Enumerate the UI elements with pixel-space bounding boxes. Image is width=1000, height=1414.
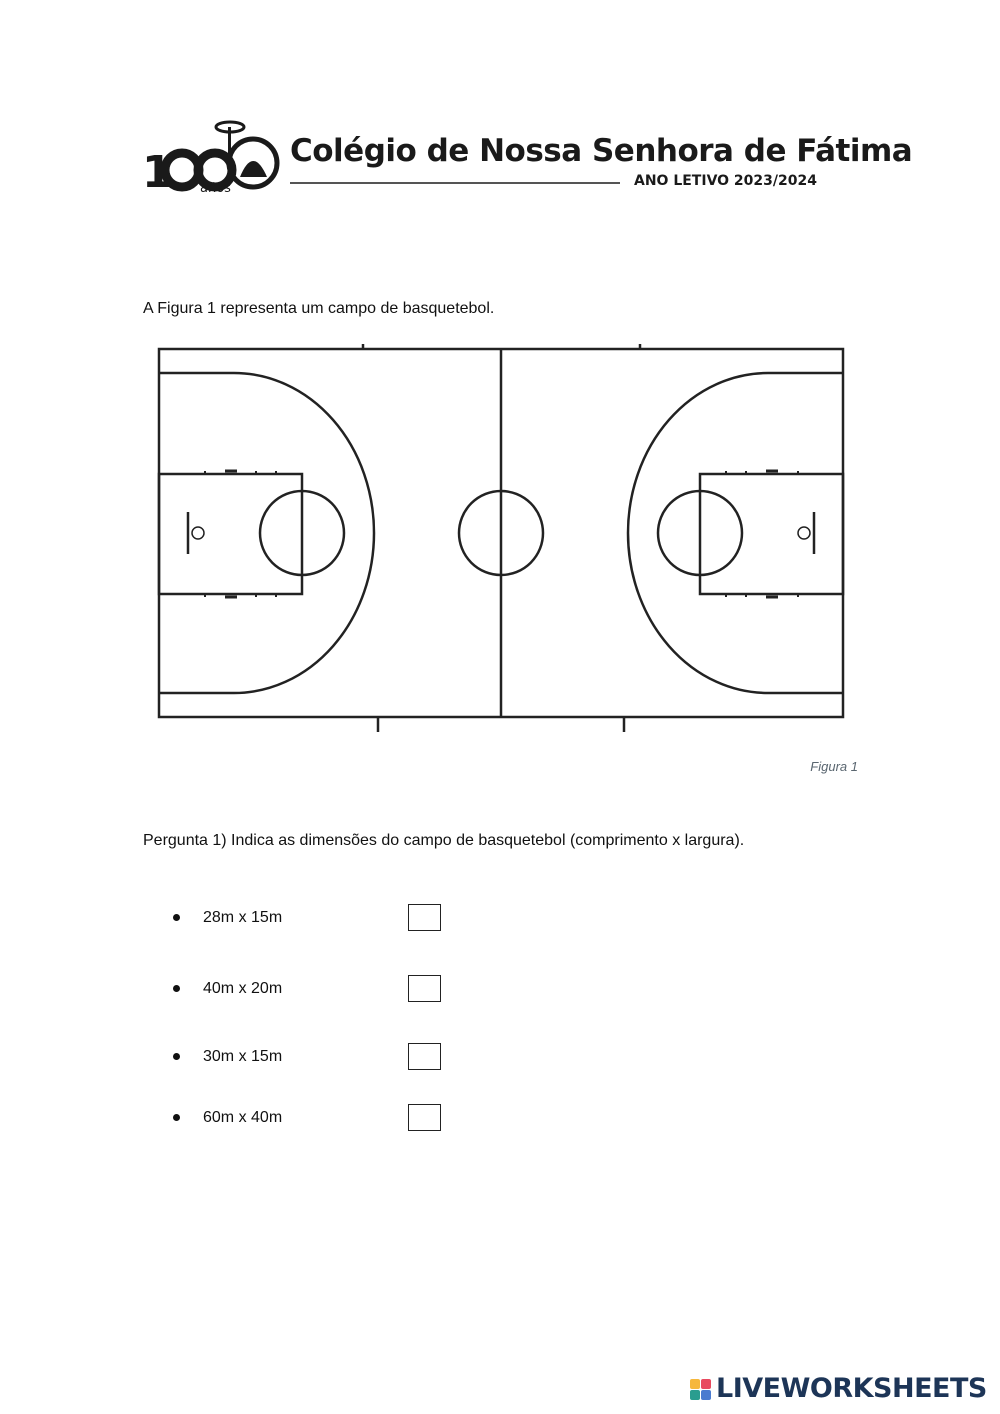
option-label: 28m x 15m xyxy=(203,909,283,926)
left-hoop xyxy=(192,527,204,539)
answer-checkbox[interactable] xyxy=(408,1043,441,1070)
svg-text:1: 1 xyxy=(142,147,173,198)
logo-block xyxy=(690,1379,700,1389)
answer-option xyxy=(170,1102,470,1136)
logo-block xyxy=(701,1379,711,1389)
answer-option xyxy=(170,973,470,1007)
liveworksheets-wordmark: LIVEWORKSHEETS xyxy=(716,1373,987,1404)
header-divider xyxy=(290,182,620,184)
figure-caption: Figura 1 xyxy=(810,759,858,774)
school-logo xyxy=(140,115,280,200)
basketball-court-figure xyxy=(150,340,850,740)
school-name: Colégio de Nossa Senhora de Fátima xyxy=(290,133,913,169)
logo-block xyxy=(690,1390,700,1400)
right-key xyxy=(700,474,843,594)
answer-checkbox[interactable] xyxy=(408,1104,441,1131)
answer-option xyxy=(170,902,470,936)
question-text: Pergunta 1) Indica as dimensões do campo de basquetebol (comprimento x largura). xyxy=(143,832,745,849)
school-year: ANO LETIVO 2023/2024 xyxy=(634,173,817,189)
answer-option xyxy=(170,1041,470,1075)
answer-checkbox[interactable] xyxy=(408,975,441,1002)
liveworksheets-logo-icon xyxy=(690,1379,712,1401)
option-label: 60m x 40m xyxy=(203,1109,283,1126)
bullet-icon xyxy=(173,914,180,921)
left-key xyxy=(159,474,302,594)
option-label: 40m x 20m xyxy=(203,980,283,997)
option-label: 30m x 15m xyxy=(203,1048,283,1065)
liveworksheets-brand[interactable] xyxy=(690,1373,990,1407)
intro-text: A Figura 1 representa um campo de basquetebol. xyxy=(143,300,495,317)
answer-checkbox[interactable] xyxy=(408,904,441,931)
right-hoop xyxy=(798,527,810,539)
bullet-icon xyxy=(173,985,180,992)
svg-text:años: años xyxy=(200,181,231,196)
school-header xyxy=(140,115,913,200)
logo-block xyxy=(701,1390,711,1400)
bullet-icon xyxy=(173,1114,180,1121)
bullet-icon xyxy=(173,1053,180,1060)
